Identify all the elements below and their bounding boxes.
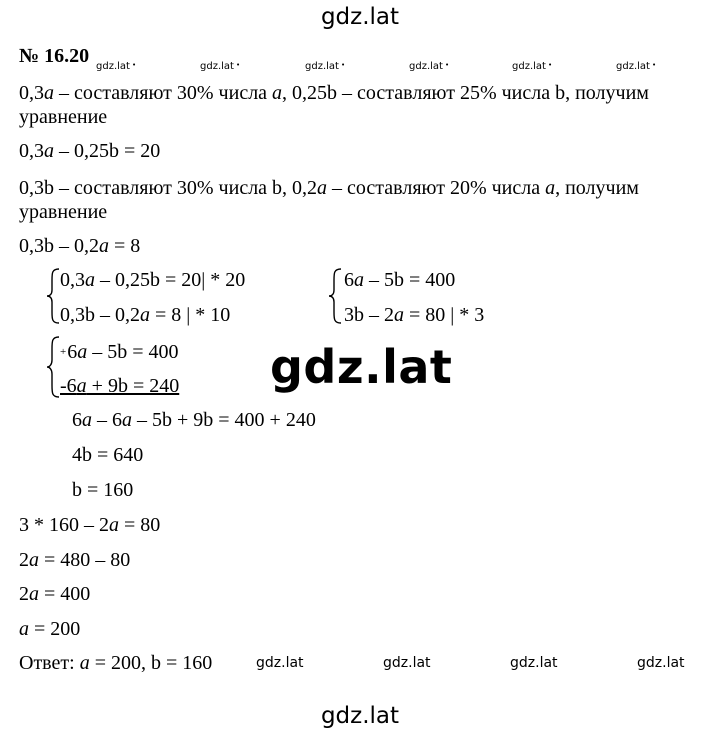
step-6: 2a = 400 <box>19 583 91 605</box>
step-1: 6a – 6a – 5b + 9b = 400 + 240 <box>72 409 316 431</box>
text-line-1: 0,3a – составляют 30% числа a, 0,25b – составляют 25% числа b, получим <box>19 82 649 104</box>
equation-2: 0,3b – 0,2a = 8 <box>19 235 141 257</box>
watermark-small: gdz.lat • <box>96 61 136 72</box>
watermark-answer-row: gdz.lat <box>383 655 431 671</box>
system-brace <box>328 268 342 324</box>
system-brace <box>46 336 60 398</box>
step-2: 4b = 640 <box>72 444 144 466</box>
system-3-row-2: -6a + 9b = 240 <box>60 375 180 397</box>
system-1-row-1: 0,3a – 0,25b = 20| * 20 <box>60 269 246 291</box>
watermark-bottom: gdz.lat <box>320 703 400 729</box>
watermark-small: gdz.lat • <box>305 61 345 72</box>
system-1-row-2: 0,3b – 0,2a = 8 | * 10 <box>60 304 231 326</box>
watermark-small: gdz.lat • <box>616 61 656 72</box>
step-7: a = 200 <box>19 618 81 640</box>
watermark-small: gdz.lat • <box>512 61 552 72</box>
system-2-row-1: 6a – 5b = 400 <box>344 269 456 291</box>
step-3: b = 160 <box>72 479 134 501</box>
system-2-row-2: 3b – 2a = 80 | * 3 <box>344 304 485 326</box>
text-line-2-continued: уравнение <box>19 201 108 223</box>
watermark-answer-row: gdz.lat <box>637 655 685 671</box>
problem-number: № 16.20 <box>19 45 90 67</box>
watermark-answer-row: gdz.lat <box>256 655 304 671</box>
system-3-row-1: +6a – 5b = 400 <box>60 341 179 363</box>
text-line-1-continued: уравнение <box>19 106 108 128</box>
text-line-2: 0,3b – составляют 30% числа b, 0,2a – составляют 20% числа a, получим <box>19 177 639 199</box>
equation-1: 0,3a – 0,25b = 20 <box>19 140 161 162</box>
watermark-answer-row: gdz.lat <box>510 655 558 671</box>
watermark-large: gdz.lat <box>270 340 453 394</box>
watermark-small: gdz.lat • <box>409 61 449 72</box>
step-5: 2a = 480 – 80 <box>19 549 131 571</box>
step-4: 3 * 160 – 2a = 80 <box>19 514 161 536</box>
watermark-small: gdz.lat • <box>200 61 240 72</box>
answer-line: Ответ: a = 200, b = 160 <box>19 652 213 674</box>
watermark-top: gdz.lat <box>320 4 400 30</box>
system-brace <box>46 268 60 324</box>
